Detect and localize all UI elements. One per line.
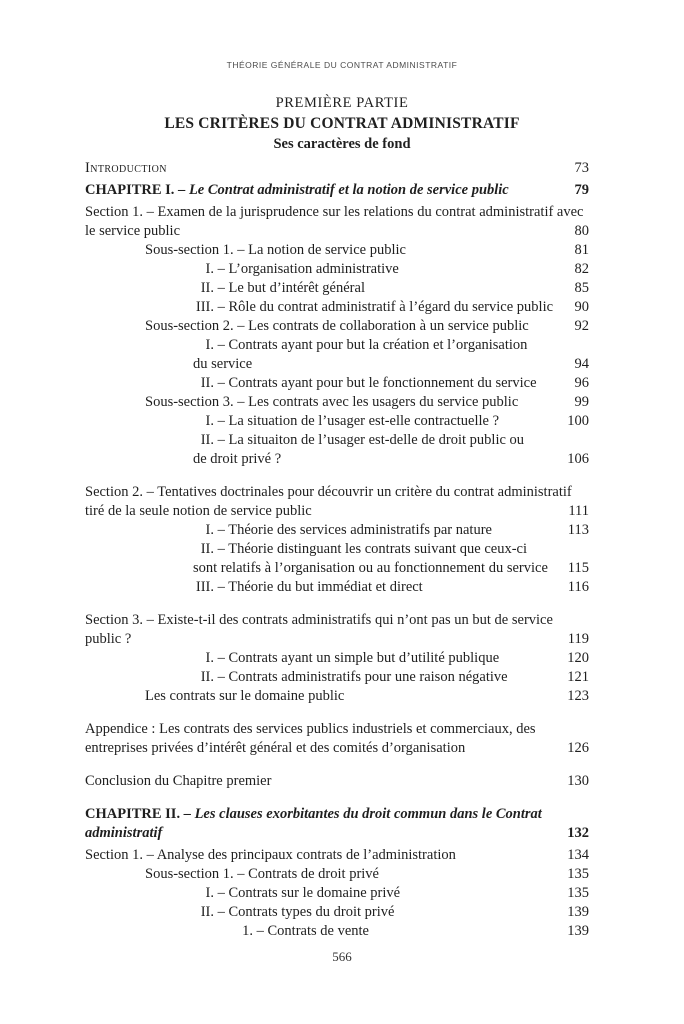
- entry-text: [85, 181, 589, 200]
- toc: [85, 159, 589, 941]
- page-number: 106: [567, 451, 589, 467]
- page-number: 135: [567, 866, 589, 882]
- toc-entry: [85, 260, 589, 279]
- entry-line: CHAPITRE II. – Les clauses exorbitantes du droit commun dans le Contrat: [85, 806, 542, 822]
- entry-text: [85, 611, 589, 649]
- page-number: 130: [567, 773, 589, 789]
- chapter-label: CHAPITRE I.: [85, 182, 179, 198]
- entry-line: CHAPITRE I. – Le Contrat administratif et la notion de service public: [85, 182, 509, 198]
- entry-text: [145, 393, 589, 412]
- toc-entry: [85, 203, 589, 241]
- entry-text: [193, 578, 589, 597]
- entry-text: [193, 431, 589, 469]
- entry-text: [85, 805, 589, 843]
- toc-entry: [85, 578, 589, 597]
- entry-text: [145, 865, 589, 884]
- item-numeral: II.: [200, 432, 214, 448]
- toc-entry: [85, 540, 589, 578]
- entry-text: [193, 884, 589, 903]
- page-number: 82: [574, 261, 589, 277]
- page-number: 111: [568, 503, 589, 519]
- toc-entry: [85, 846, 589, 865]
- entry-line: I. – Contrats ayant pour but la création et l’organisation: [193, 336, 589, 355]
- entry-line: III. – Rôle du contrat administratif à l’égard du service public: [193, 298, 589, 317]
- page-number: 123: [567, 688, 589, 704]
- part-subtitle: Ses caractères de fond: [273, 136, 411, 152]
- entry-line: sont relatifs à l’organisation ou au fonctionnement du service: [193, 560, 548, 576]
- item-numeral: 1.: [242, 923, 253, 939]
- entry-line: II. – Théorie distinguant les contrats suivant que ceux-ci: [193, 540, 589, 559]
- entry-text: [85, 846, 589, 865]
- toc-entry: [85, 649, 589, 668]
- item-numeral: I.: [205, 522, 214, 538]
- entry-line: 1. – Contrats de vente: [237, 922, 589, 941]
- entry-line: Section 3. – Existe-t-il des contrats administratifs qui n’ont pas un but de service: [85, 612, 553, 628]
- toc-entry: [85, 483, 589, 521]
- item-numeral: II.: [200, 375, 214, 391]
- toc-entry: [85, 922, 589, 941]
- toc-entry: [85, 336, 589, 374]
- toc-entry: [85, 772, 589, 791]
- entry-text: [85, 203, 589, 241]
- entry-line: I. – Contrats sur le domaine privé: [193, 884, 589, 903]
- entry-line: III. – Théorie du but immédiat et direct: [193, 578, 589, 597]
- page-number: 121: [567, 669, 589, 685]
- toc-entry: [85, 412, 589, 431]
- page-number: 100: [567, 413, 589, 429]
- entry-text: [85, 159, 589, 178]
- toc-entry: [85, 241, 589, 260]
- entry-line: Sous-section 1. – La notion de service public: [145, 242, 406, 258]
- entry-text: [193, 374, 589, 393]
- page-number: 120: [567, 650, 589, 666]
- toc-entry: [85, 903, 589, 922]
- entry-line: administratif: [85, 825, 163, 841]
- entry-line: Les contrats sur le domaine public: [145, 688, 345, 704]
- entry-text: [193, 649, 589, 668]
- toc-entry: [85, 374, 589, 393]
- item-numeral: I.: [205, 885, 214, 901]
- entry-text: [193, 260, 589, 279]
- part-number: PREMIÈRE PARTIE: [275, 95, 409, 111]
- item-numeral: II.: [200, 904, 214, 920]
- toc-entry: [85, 393, 589, 412]
- entry-text: [85, 720, 589, 758]
- item-numeral: I.: [205, 261, 214, 277]
- toc-entry: [85, 181, 589, 200]
- entry-text: [193, 903, 589, 922]
- entry-line: du service: [193, 356, 253, 372]
- page-number: 139: [567, 904, 589, 920]
- entry-text: [193, 521, 589, 540]
- toc-entry: [85, 521, 589, 540]
- page-number: 81: [574, 242, 589, 258]
- entry-line: II. – Contrats types du droit privé: [193, 903, 589, 922]
- entry-line: le service public: [85, 223, 181, 239]
- page-number: 116: [567, 579, 589, 595]
- entry-text: [237, 922, 589, 941]
- entry-line: I. – L’organisation administrative: [193, 260, 589, 279]
- entry-line: I. – La situation de l’usager est-elle contractuelle ?: [193, 412, 589, 431]
- toc-entry: [85, 279, 589, 298]
- entry-text: [145, 241, 589, 260]
- page-number: 90: [574, 299, 589, 315]
- entry-text: [193, 540, 589, 578]
- page-number: 92: [574, 318, 589, 334]
- toc-entry: [85, 611, 589, 649]
- entry-line: II. – Contrats ayant pour but le fonctionnement du service: [193, 374, 589, 393]
- toc-entry: [85, 805, 589, 843]
- part-title: LES CRITÈRES DU CONTRAT ADMINISTRATIF: [164, 115, 520, 132]
- entry-line: de droit privé ?: [193, 451, 282, 467]
- toc-entry: [85, 317, 589, 336]
- page-number: 94: [574, 356, 589, 372]
- page-number: 119: [567, 631, 589, 647]
- page-number: 135: [567, 885, 589, 901]
- toc-entry: [85, 720, 589, 758]
- footer-page-number: 566: [332, 949, 352, 964]
- entry-line: Appendice : Les contrats des services publics industriels et commerciaux, des: [85, 721, 536, 737]
- page-number: 73: [574, 160, 589, 176]
- page-number: 113: [567, 522, 589, 538]
- toc-entry: [85, 431, 589, 469]
- entry-line: Section 2. – Tentatives doctrinales pour découvrir un critère du contrat administratif: [85, 484, 572, 500]
- entry-text: [193, 336, 589, 374]
- page-number: 96: [574, 375, 589, 391]
- page-number: 134: [567, 847, 589, 863]
- entry-text: [193, 279, 589, 298]
- page-number: 115: [567, 560, 589, 576]
- entry-line: Introduction: [85, 160, 167, 176]
- entry-line: Section 1. – Analyse des principaux contrats de l’administration: [85, 847, 456, 863]
- toc-entry: [85, 668, 589, 687]
- entry-line: tiré de la seule notion de service public: [85, 503, 312, 519]
- entry-line: II. – Le but d’intérêt général: [193, 279, 589, 298]
- toc-entry: [85, 298, 589, 317]
- page-number: 80: [574, 223, 589, 239]
- page-number: 79: [574, 182, 589, 198]
- page-number: 139: [567, 923, 589, 939]
- toc-entry: [85, 865, 589, 884]
- item-numeral: II.: [200, 669, 214, 685]
- entry-line: Sous-section 2. – Les contrats de collaboration à un service public: [145, 318, 529, 334]
- page-number: 126: [567, 740, 589, 756]
- page-number: 85: [574, 280, 589, 296]
- toc-entry: [85, 884, 589, 903]
- entry-line: Conclusion du Chapitre premier: [85, 773, 272, 789]
- entry-line: Section 1. – Examen de la jurisprudence sur les relations du contrat administratif avec: [85, 204, 584, 220]
- running-header: THÉORIE GÉNÉRALE DU CONTRAT ADMINISTRATIF: [226, 60, 458, 70]
- entry-line: I. – Théorie des services administratifs par nature: [193, 521, 589, 540]
- entry-line: Sous-section 3. – Les contrats avec les usagers du service public: [145, 394, 519, 410]
- item-numeral: III.: [195, 299, 214, 315]
- item-numeral: I.: [205, 337, 214, 353]
- part-heading: [0, 95, 684, 153]
- page-number: 132: [567, 825, 589, 841]
- item-numeral: I.: [205, 650, 214, 666]
- chapter-label: CHAPITRE II.: [85, 806, 184, 822]
- entry-line: public ?: [85, 631, 132, 647]
- entry-line: I. – Contrats ayant un simple but d’utilité publique: [193, 649, 589, 668]
- item-numeral: I.: [205, 413, 214, 429]
- entry-line: II. – Contrats administratifs pour une raison négative: [193, 668, 589, 687]
- entry-line: entreprises privées d’intérêt général et des comités d’organisation: [85, 740, 466, 756]
- entry-text: [145, 687, 589, 706]
- entry-line: II. – La situaiton de l’usager est-delle de droit public ou: [193, 431, 589, 450]
- entry-text: [193, 298, 589, 317]
- entry-text: [193, 668, 589, 687]
- toc-entry: [85, 159, 589, 178]
- page-number: 99: [574, 394, 589, 410]
- entry-text: [145, 317, 589, 336]
- entry-line: Sous-section 1. – Contrats de droit privé: [145, 866, 379, 882]
- entry-text: [85, 483, 589, 521]
- item-numeral: III.: [195, 579, 214, 595]
- item-numeral: II.: [200, 541, 214, 557]
- entry-text: [193, 412, 589, 431]
- entry-text: [85, 772, 589, 791]
- toc-entry: [85, 687, 589, 706]
- item-numeral: II.: [200, 280, 214, 296]
